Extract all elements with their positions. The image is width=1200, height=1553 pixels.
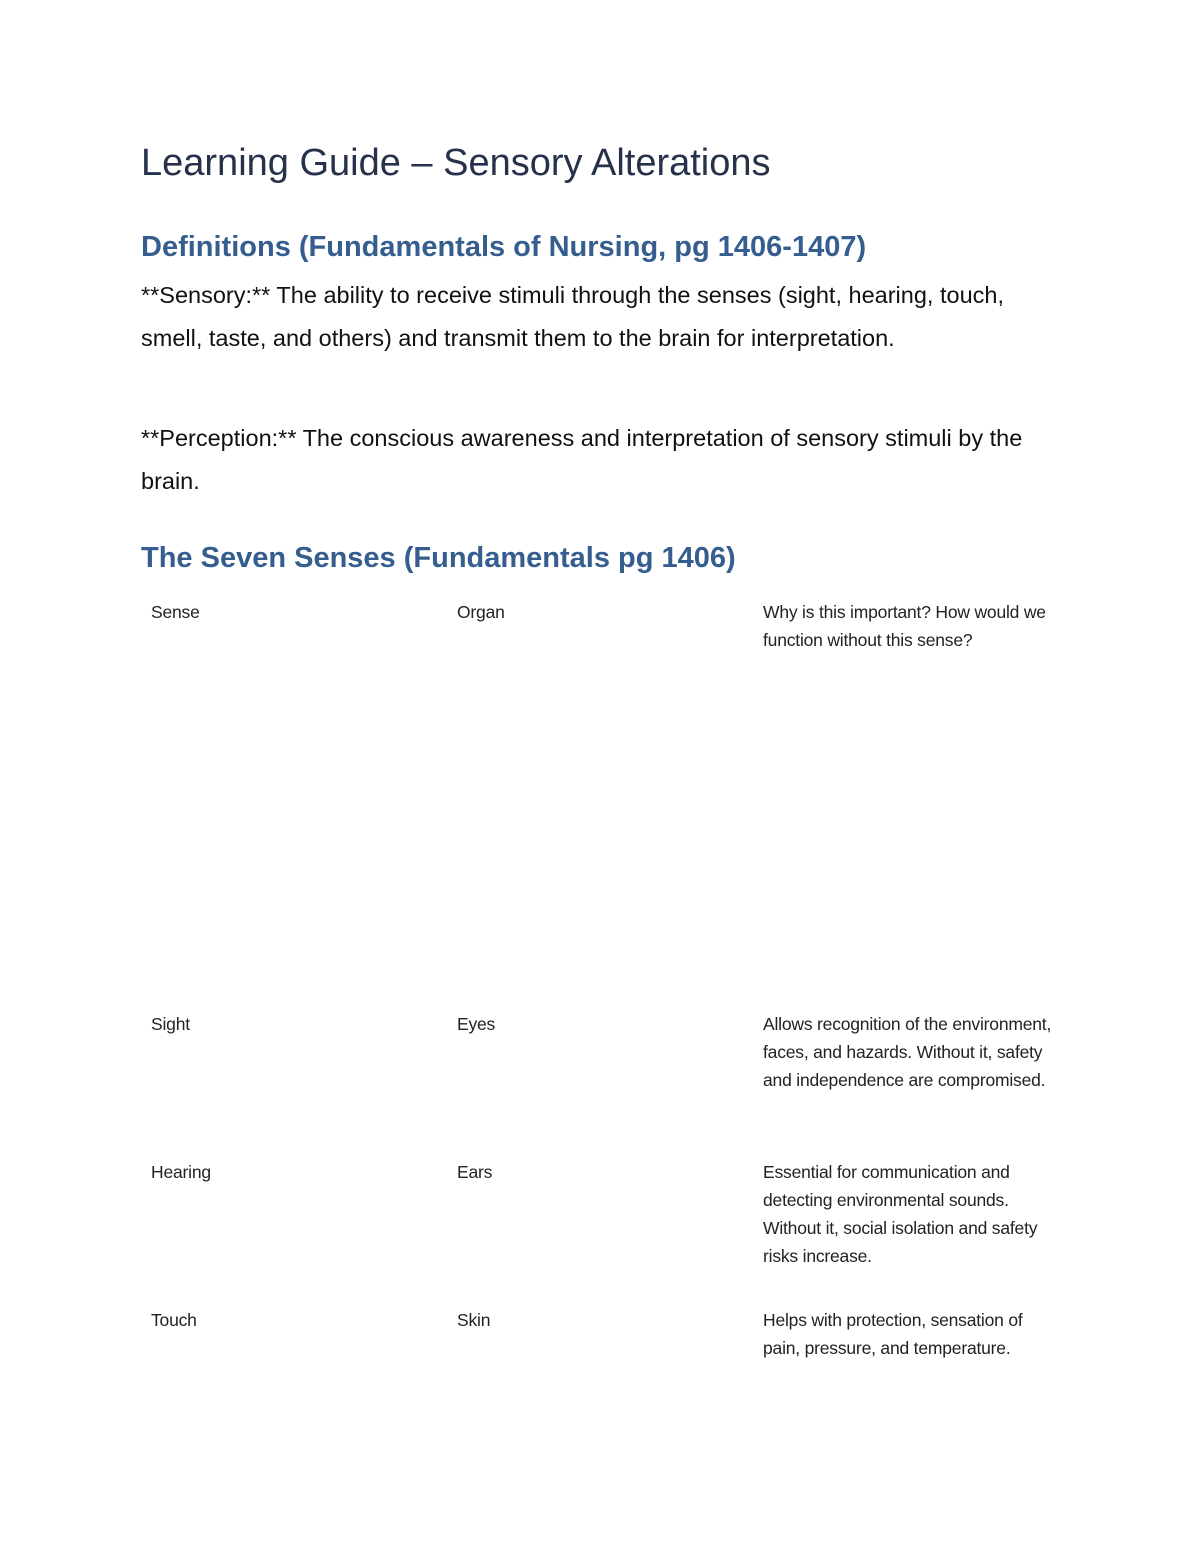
- table-cell-organ: Ears: [457, 1162, 493, 1182]
- table-cell-sense: Sight: [151, 1014, 190, 1034]
- table-cell-why: Helps with protection, sensation of pain, pressure, and temperature.: [763, 1310, 1023, 1358]
- table-cell-why: Allows recognition of the environment, faces, and hazards. Without it, safety and independence are compromised.: [763, 1014, 1052, 1090]
- definition-perception: **Perception:** The conscious awareness and interpretation of sensory stimuli by the brain.: [141, 425, 1023, 494]
- column-header-sense: Sense: [151, 602, 200, 622]
- definitions-heading: Definitions (Fundamentals of Nursing, pg 1406-1407): [141, 231, 867, 263]
- table-cell-why: Essential for communication and detecting environmental sounds. Without it, social isolation and safety risks increase.: [763, 1162, 1038, 1266]
- column-header-why: Why is this important? How would we function without this sense?: [763, 602, 1046, 650]
- table-cell-sense: Hearing: [151, 1162, 211, 1182]
- column-header-organ: Organ: [457, 602, 505, 622]
- senses-heading: The Seven Senses (Fundamentals pg 1406): [141, 542, 736, 574]
- table-cell-sense: Touch: [151, 1310, 197, 1330]
- page-title: Learning Guide – Sensory Alterations: [141, 142, 771, 184]
- definition-sensory: **Sensory:** The ability to receive stimuli through the senses (sight, hearing, touch, smell, taste, and others) and transmit them to the brain for interpretation.: [141, 282, 1004, 351]
- table-cell-organ: Skin: [457, 1310, 491, 1330]
- table-cell-organ: Eyes: [457, 1014, 496, 1034]
